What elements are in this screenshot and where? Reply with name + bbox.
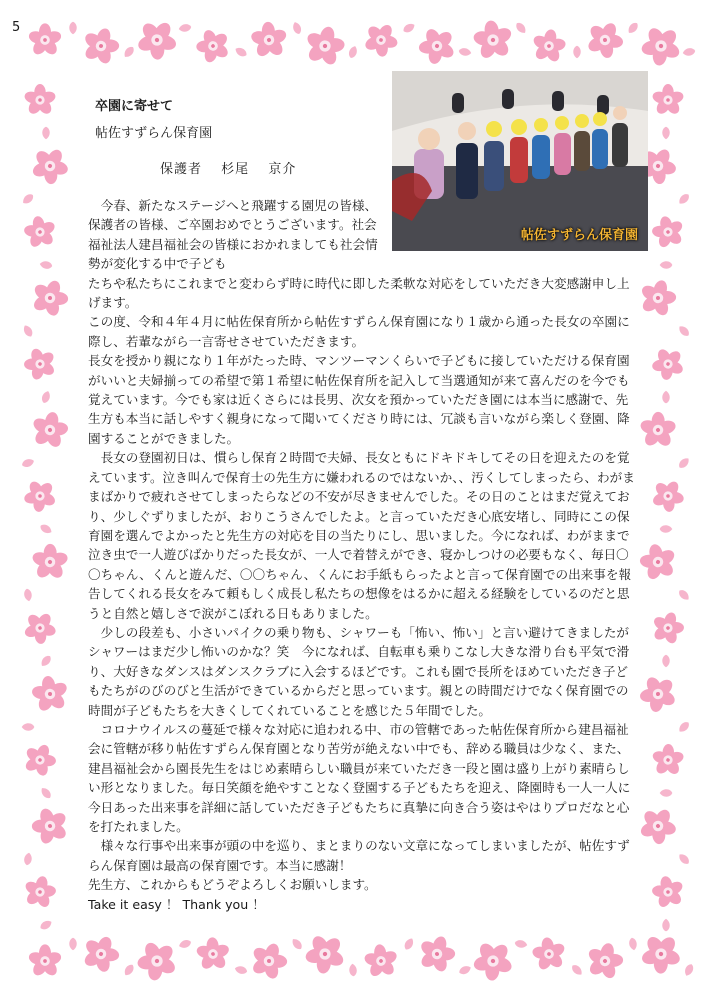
blossom-icon: [356, 937, 405, 986]
blossom-icon: [128, 932, 185, 989]
petal-icon: [677, 852, 691, 866]
petal-icon: [69, 22, 76, 35]
petal-icon: [677, 720, 691, 734]
petal-icon: [403, 937, 416, 952]
blossom-icon: [648, 873, 688, 912]
article-body: [88, 196, 640, 914]
blossom-icon: [250, 941, 288, 981]
blossom-icon: [24, 141, 76, 192]
blossom-icon: [645, 209, 690, 255]
blossom-icon: [245, 15, 293, 64]
blossom-icon: [189, 22, 237, 71]
author-line: [160, 158, 310, 177]
blossom-icon: [18, 210, 62, 255]
petal-icon: [178, 938, 192, 949]
petal-icon: [39, 786, 53, 800]
blossom-icon: [579, 934, 632, 987]
blossom-icon: [636, 928, 686, 979]
petal-icon: [626, 21, 640, 35]
petal-icon: [122, 963, 135, 978]
blossom-icon: [583, 18, 627, 61]
photo-caption: 帖佐すずらん保育園: [520, 228, 638, 243]
blossom-icon: [191, 931, 235, 976]
blossom-icon: [647, 739, 689, 782]
blossom-icon: [649, 478, 686, 514]
author-given-name: 京介: [268, 162, 297, 177]
blossom-icon: [20, 873, 60, 912]
blossom-icon: [77, 23, 125, 69]
petal-icon: [22, 324, 35, 339]
author-role: 保護者: [160, 162, 203, 177]
blossom-icon: [17, 341, 63, 387]
blossom-icon: [633, 537, 683, 586]
petal-icon: [660, 789, 673, 796]
paragraph: Take it easy ！ Thank you ！: [88, 896, 265, 912]
blossom-icon: [27, 23, 62, 57]
organization-name: 帖佐すずらん保育園: [95, 126, 213, 141]
author-family-name: 杉尾: [221, 162, 250, 177]
petal-icon: [662, 655, 669, 668]
petal-icon: [570, 963, 584, 977]
blossom-icon: [25, 405, 75, 454]
paragraph: 先生方、これからもどうぞよろしくお願いします。: [88, 877, 377, 893]
paragraph: 長女の登園初日は、慣らし保育２時間で夫婦、長女ともにドキドキしてその日を迎えたのを覚えています。泣き叫んで保育士の先生方に嫌われるのではないか、、汚くしてしまったら、わがままばかりで疲れさせてしまったらなどの不安が尽きませんでした。その日のことはまだ覚えており、少しぐずりましたが、おりこうさんでしたよ。と言っていただき心底安堵し、同時にこの保育園を選んでよかったと先生方の対応を目の当たりにし、思いました。今になれば、わがままで泣き虫で一人遊びばかりだった長女が、一人で着替えができ、寝かしつけの必要もなく、毎日〇〇ちゃん、くんと遊んだ、〇〇ちゃん、くんにお手紙もらったよと言って保育園での出来事を報告してくれる長女をみて頼もしく成長し私たちの想像をはるかに超える経験をしているのだと思うと自然と嬉しさで涙がこぼれる日もありました。: [88, 450, 635, 621]
petal-icon: [42, 127, 49, 140]
blossom-icon: [19, 606, 62, 649]
petal-icon: [682, 47, 696, 57]
blossom-icon: [23, 84, 57, 116]
petal-icon: [234, 965, 248, 975]
blossom-icon: [129, 12, 186, 68]
blossom-icon: [526, 931, 573, 977]
petal-icon: [347, 45, 358, 59]
petal-icon: [628, 937, 638, 951]
petal-icon: [573, 46, 580, 59]
blossom-icon: [526, 23, 573, 69]
paragraph: たちや私たちにこれまでと変わらず時に時代に即した柔軟な対応をしていただき大変感謝申し上げます。: [88, 275, 630, 311]
blossom-icon: [464, 11, 521, 68]
petal-icon: [514, 939, 528, 949]
blossom-icon: [27, 944, 62, 978]
paragraph: 長女を授かり親になり１年がたった時、マンツーマンくらいで子どもに接していただける保育園がいいと夫婦揃っての希望で第１希望に帖佐保育所を記入して当選通知が来て喜んだのを今でも覚えています。今でも家は近くさらには長男、次女を預かっていただき園には本当に感謝で、先生方も本当に話しやすく親身になって聞いてくださり時には、冗談も言いながら楽しく登園、降園することができました。: [88, 353, 630, 446]
petal-icon: [660, 261, 673, 268]
petal-icon: [21, 192, 35, 206]
petal-icon: [291, 21, 302, 35]
petal-icon: [21, 457, 35, 468]
petal-icon: [677, 456, 691, 470]
petal-icon: [39, 919, 54, 932]
paragraph: 少しの段差も、小さいパイクの乗り物も、シャワーも「怖い、怖い」と言い避けてきましたがシャワーはまだ少し怖いのかな？笑 今になれば、自転車も乗りこなし大きな滑り台も平気で滑り、大好きなダンスはダンスクラブに入会するほどです。これも園で長所をほめていただき子どもたちがのびのびと生活ができているからだと思っています。親との時間だけでなく保育園での時間が子どもたちを大きくしてくれていることを感じた５年間でした。: [88, 624, 630, 718]
petal-icon: [69, 938, 76, 951]
petal-icon: [23, 852, 33, 866]
petal-icon: [122, 45, 136, 59]
blossom-icon: [651, 84, 685, 116]
petal-icon: [662, 127, 669, 140]
blossom-icon: [303, 24, 346, 69]
petal-icon: [677, 588, 691, 602]
petal-icon: [677, 192, 691, 206]
paragraph: コロナウイルスの蔓延で様々な対応に追われる中、市の管轄であった帖佐保育所から建昌福祉会に管轄が移り帖佐すずらん保育園となり苦労が絶えない中でも、辞める職員は少なく、また、建昌福祉会から園長先生をはじめ素晴らしい職員が来ていただき一段と園は盛り上がり素晴らしい形となりました。毎日笑顔を絶やすことなく登園する子どもたちを迎え、降園時も一人一人に今日あった出来事を詳細に話していただき子どもたちに真摯に向き合う姿はやはりプロだなと心を打たれました。: [88, 721, 631, 834]
paragraph: 今春、新たなステージへと飛躍する園児の皆様、保護者の皆様、ご卒園おめでとうございます。社会福祉法人建昌福祉会の皆様におかれましても社会情勢が変化する中で子ども: [88, 198, 378, 272]
blossom-icon: [298, 927, 351, 981]
paragraph: この度、令和４年４月に帖佐保育所から帖佐すずらん保育園になり１歳から通った長女の卒園に際し、若輩ながら一言寄せさせていただきます。: [88, 314, 630, 349]
blossom-icon: [638, 24, 684, 68]
petal-icon: [458, 47, 472, 57]
petal-icon: [178, 23, 192, 33]
blossom-icon: [412, 20, 463, 71]
petal-icon: [39, 523, 54, 536]
blossom-icon: [24, 536, 77, 588]
petal-icon: [402, 22, 417, 35]
blossom-icon: [361, 19, 401, 61]
petal-icon: [677, 324, 691, 338]
paragraph: 様々な行事や出来事が頭の中を巡り、まとまりのない文章になってしまいましたが、帖佐すずらん保育園は最高の保育園です。本当に感謝！: [88, 838, 630, 873]
petal-icon: [514, 21, 528, 35]
petal-icon: [290, 937, 304, 951]
blossom-icon: [76, 930, 126, 979]
petal-icon: [22, 723, 35, 730]
blossom-icon: [646, 342, 690, 387]
petal-icon: [662, 919, 669, 932]
petal-icon: [349, 963, 358, 976]
petal-icon: [39, 654, 53, 668]
petal-icon: [683, 963, 695, 978]
blossom-icon: [471, 940, 515, 982]
petal-icon: [660, 525, 673, 532]
blossom-icon: [17, 737, 63, 784]
petal-icon: [40, 390, 51, 404]
article-title: 卒園に寄せて: [95, 99, 174, 114]
blossom-icon: [637, 672, 679, 716]
blossom-icon: [26, 803, 74, 850]
petal-icon: [39, 260, 53, 270]
blossom-icon: [31, 278, 70, 318]
petal-icon: [23, 588, 33, 602]
blossom-icon: [413, 930, 461, 977]
blossom-icon: [639, 278, 678, 318]
blossom-icon: [21, 478, 58, 514]
petal-icon: [458, 964, 473, 976]
petal-icon: [662, 391, 669, 404]
page-number: 5: [12, 20, 21, 35]
petal-icon: [234, 46, 249, 59]
blossom-icon: [29, 672, 71, 716]
blossom-icon: [645, 605, 691, 652]
